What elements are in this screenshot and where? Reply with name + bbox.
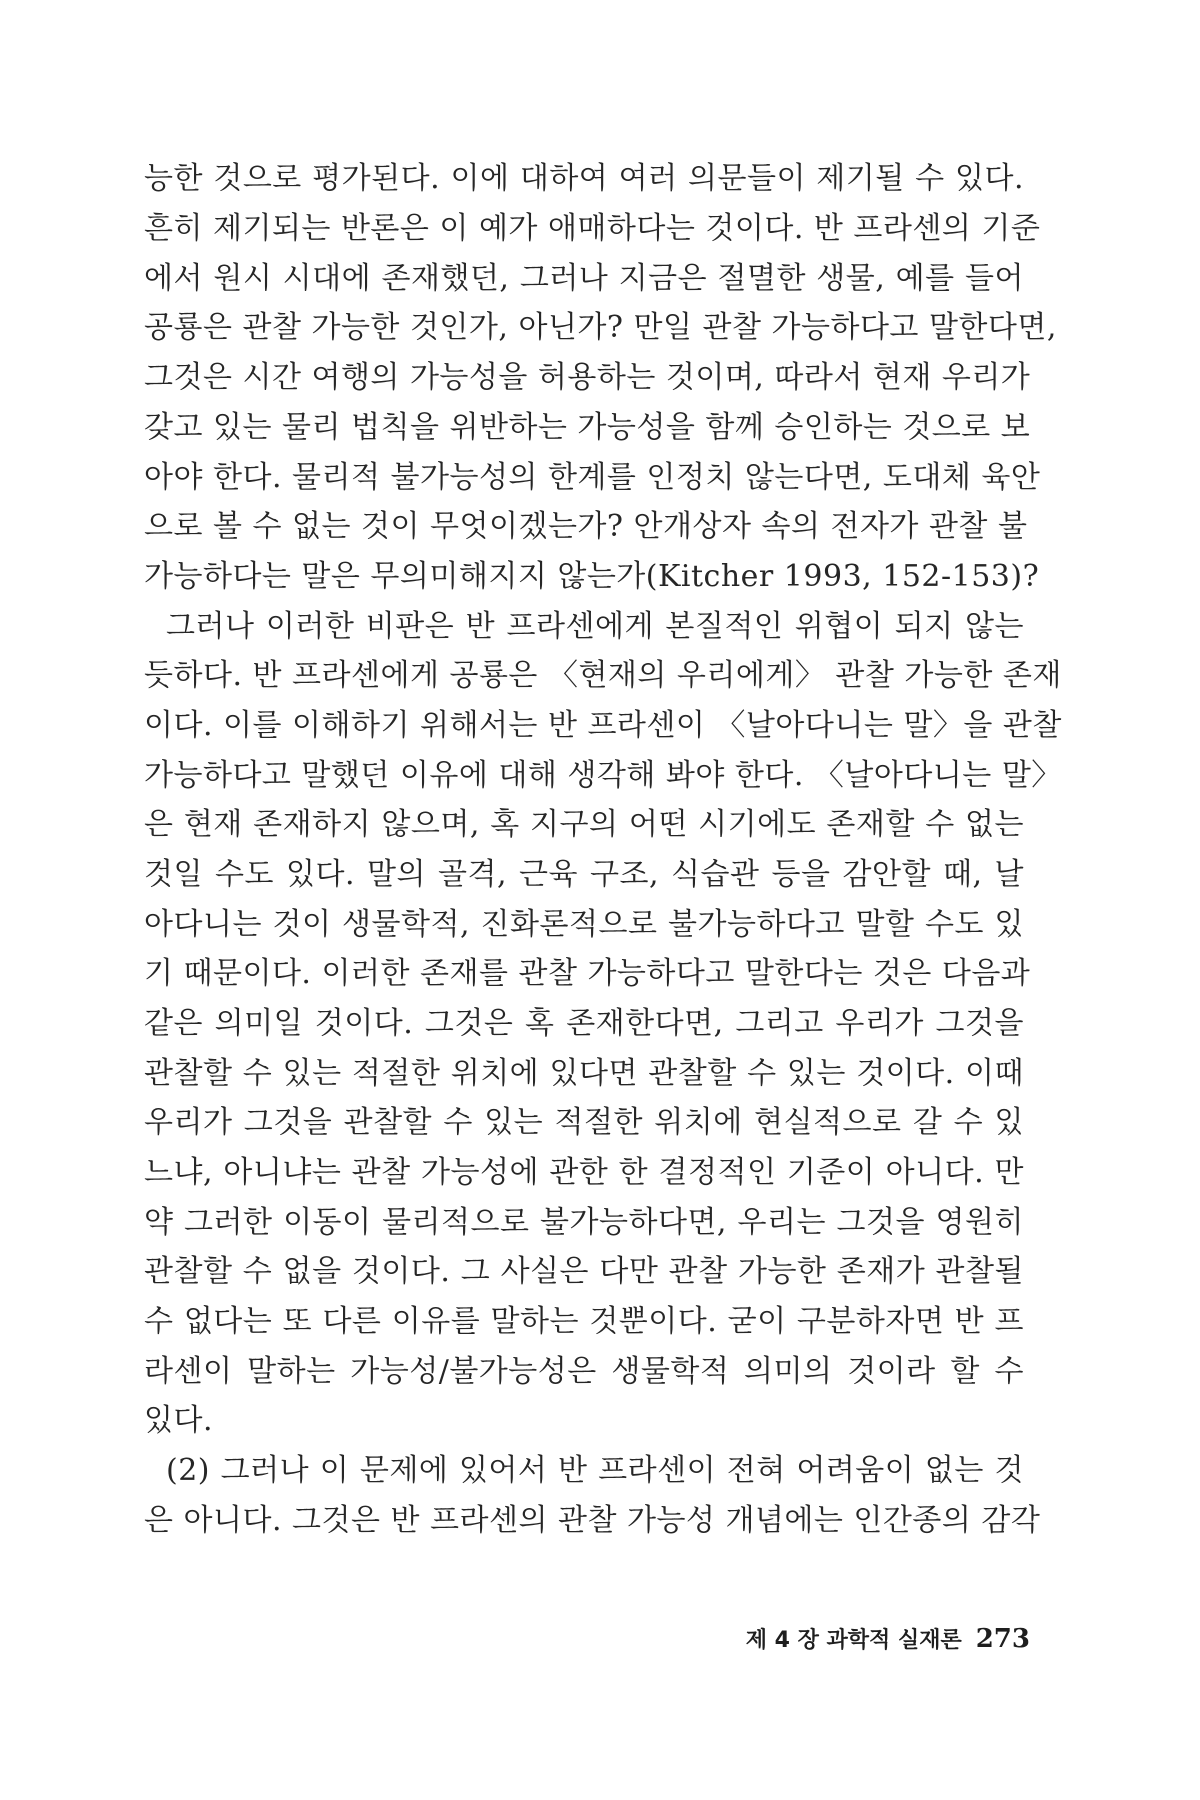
text-line: 아야 한다. 물리적 불가능성의 한계를 인정치 않는다면, 도대체 육안 [144,460,1041,495]
text-line: 으로 볼 수 없는 것이 무엇이겠는가? 안개상자 속의 전자가 관찰 불 [144,509,1028,544]
text-line: 느냐, 아니냐는 관찰 가능성에 관한 한 결정적인 기준이 아니다. 만 [144,1155,1024,1190]
text-line: 기 때문이다. 이러한 존재를 관찰 가능하다고 말한다는 것은 다음과 [144,956,1031,991]
paragraph-start-line: (2) 그러나 이 문제에 있어서 반 프라센이 전혀 어려움이 없는 것 [166,1453,1024,1488]
paragraph-start-line: 그러나 이러한 비판은 반 프라센에게 본질적인 위협이 되지 않는 [166,609,1024,644]
text-line: 같은 의미일 것이다. 그것은 혹 존재한다면, 그리고 우리가 그것을 [144,1006,1024,1041]
paragraph-end-line: 있다. [144,1403,213,1438]
paragraph-end-line: 가능하다는 말은 무의미해지지 않는가(Kitcher 1993, 152-153)? [144,559,1040,594]
text-line: 갖고 있는 물리 법칙을 위반하는 가능성을 함께 승인하는 것으로 보 [144,410,1031,445]
text-line: 공룡은 관찰 가능한 것인가, 아닌가? 만일 관찰 가능하다고 말한다면, [144,310,1057,345]
chapter-title: 제 4 장 과학적 실재론 [745,1628,962,1653]
text-line: 우리가 그것을 관찰할 수 있는 적절한 위치에 현실적으로 갈 수 있 [144,1105,1024,1140]
text-line: 능한 것으로 평가된다. 이에 대하여 여러 의문들이 제기될 수 있다. [144,161,1024,196]
text-line: 은 아니다. 그것은 반 프라센의 관찰 가능성 개념에는 인간종의 감각 [144,1503,1041,1538]
text-line: 아다니는 것이 생물학적, 진화론적으로 불가능하다고 말할 수도 있 [144,907,1024,942]
text-line: 것일 수도 있다. 말의 골격, 근육 구조, 식습관 등을 감안할 때, 날 [144,857,1024,892]
text-line: 가능하다고 말했던 이유에 대해 생각해 봐야 한다. 〈날아다니는 말〉 [144,758,1062,793]
text-line: 이다. 이를 이해하기 위해서는 반 프라센이 〈날아다니는 말〉을 관찰 [144,708,1062,743]
text-line: 관찰할 수 있는 적절한 위치에 있다면 관찰할 수 있는 것이다. 이때 [144,1056,1024,1091]
text-line: 흔히 제기되는 반론은 이 예가 애매하다는 것이다. 반 프라센의 기준 [144,211,1041,246]
text-line: 듯하다. 반 프라센에게 공룡은 〈현재의 우리에게〉 관찰 가능한 존재 [144,658,1062,693]
text-line: 라센이 말하는 가능성/불가능성은 생물학적 의미의 것이라 할 수 [144,1354,1024,1389]
text-line: 은 현재 존재하지 않으며, 혹 지구의 어떤 시기에도 존재할 수 없는 [144,807,1024,842]
text-line: 수 없다는 또 다른 이유를 말하는 것뿐이다. 굳이 구분하자면 반 프 [144,1304,1024,1339]
page-footer [746,1619,1030,1659]
text-line: 그것은 시간 여행의 가능성을 허용하는 것이며, 따라서 현재 우리가 [144,360,1031,395]
text-line: 관찰할 수 없을 것이다. 그 사실은 다만 관찰 가능한 존재가 관찰될 [144,1254,1024,1289]
text-line: 약 그러한 이동이 물리적으로 불가능하다면, 우리는 그것을 영원히 [144,1205,1024,1240]
page-number: 273 [975,1624,1030,1654]
text-line: 에서 원시 시대에 존재했던, 그러나 지금은 절멸한 생물, 예를 들어 [144,261,1024,296]
